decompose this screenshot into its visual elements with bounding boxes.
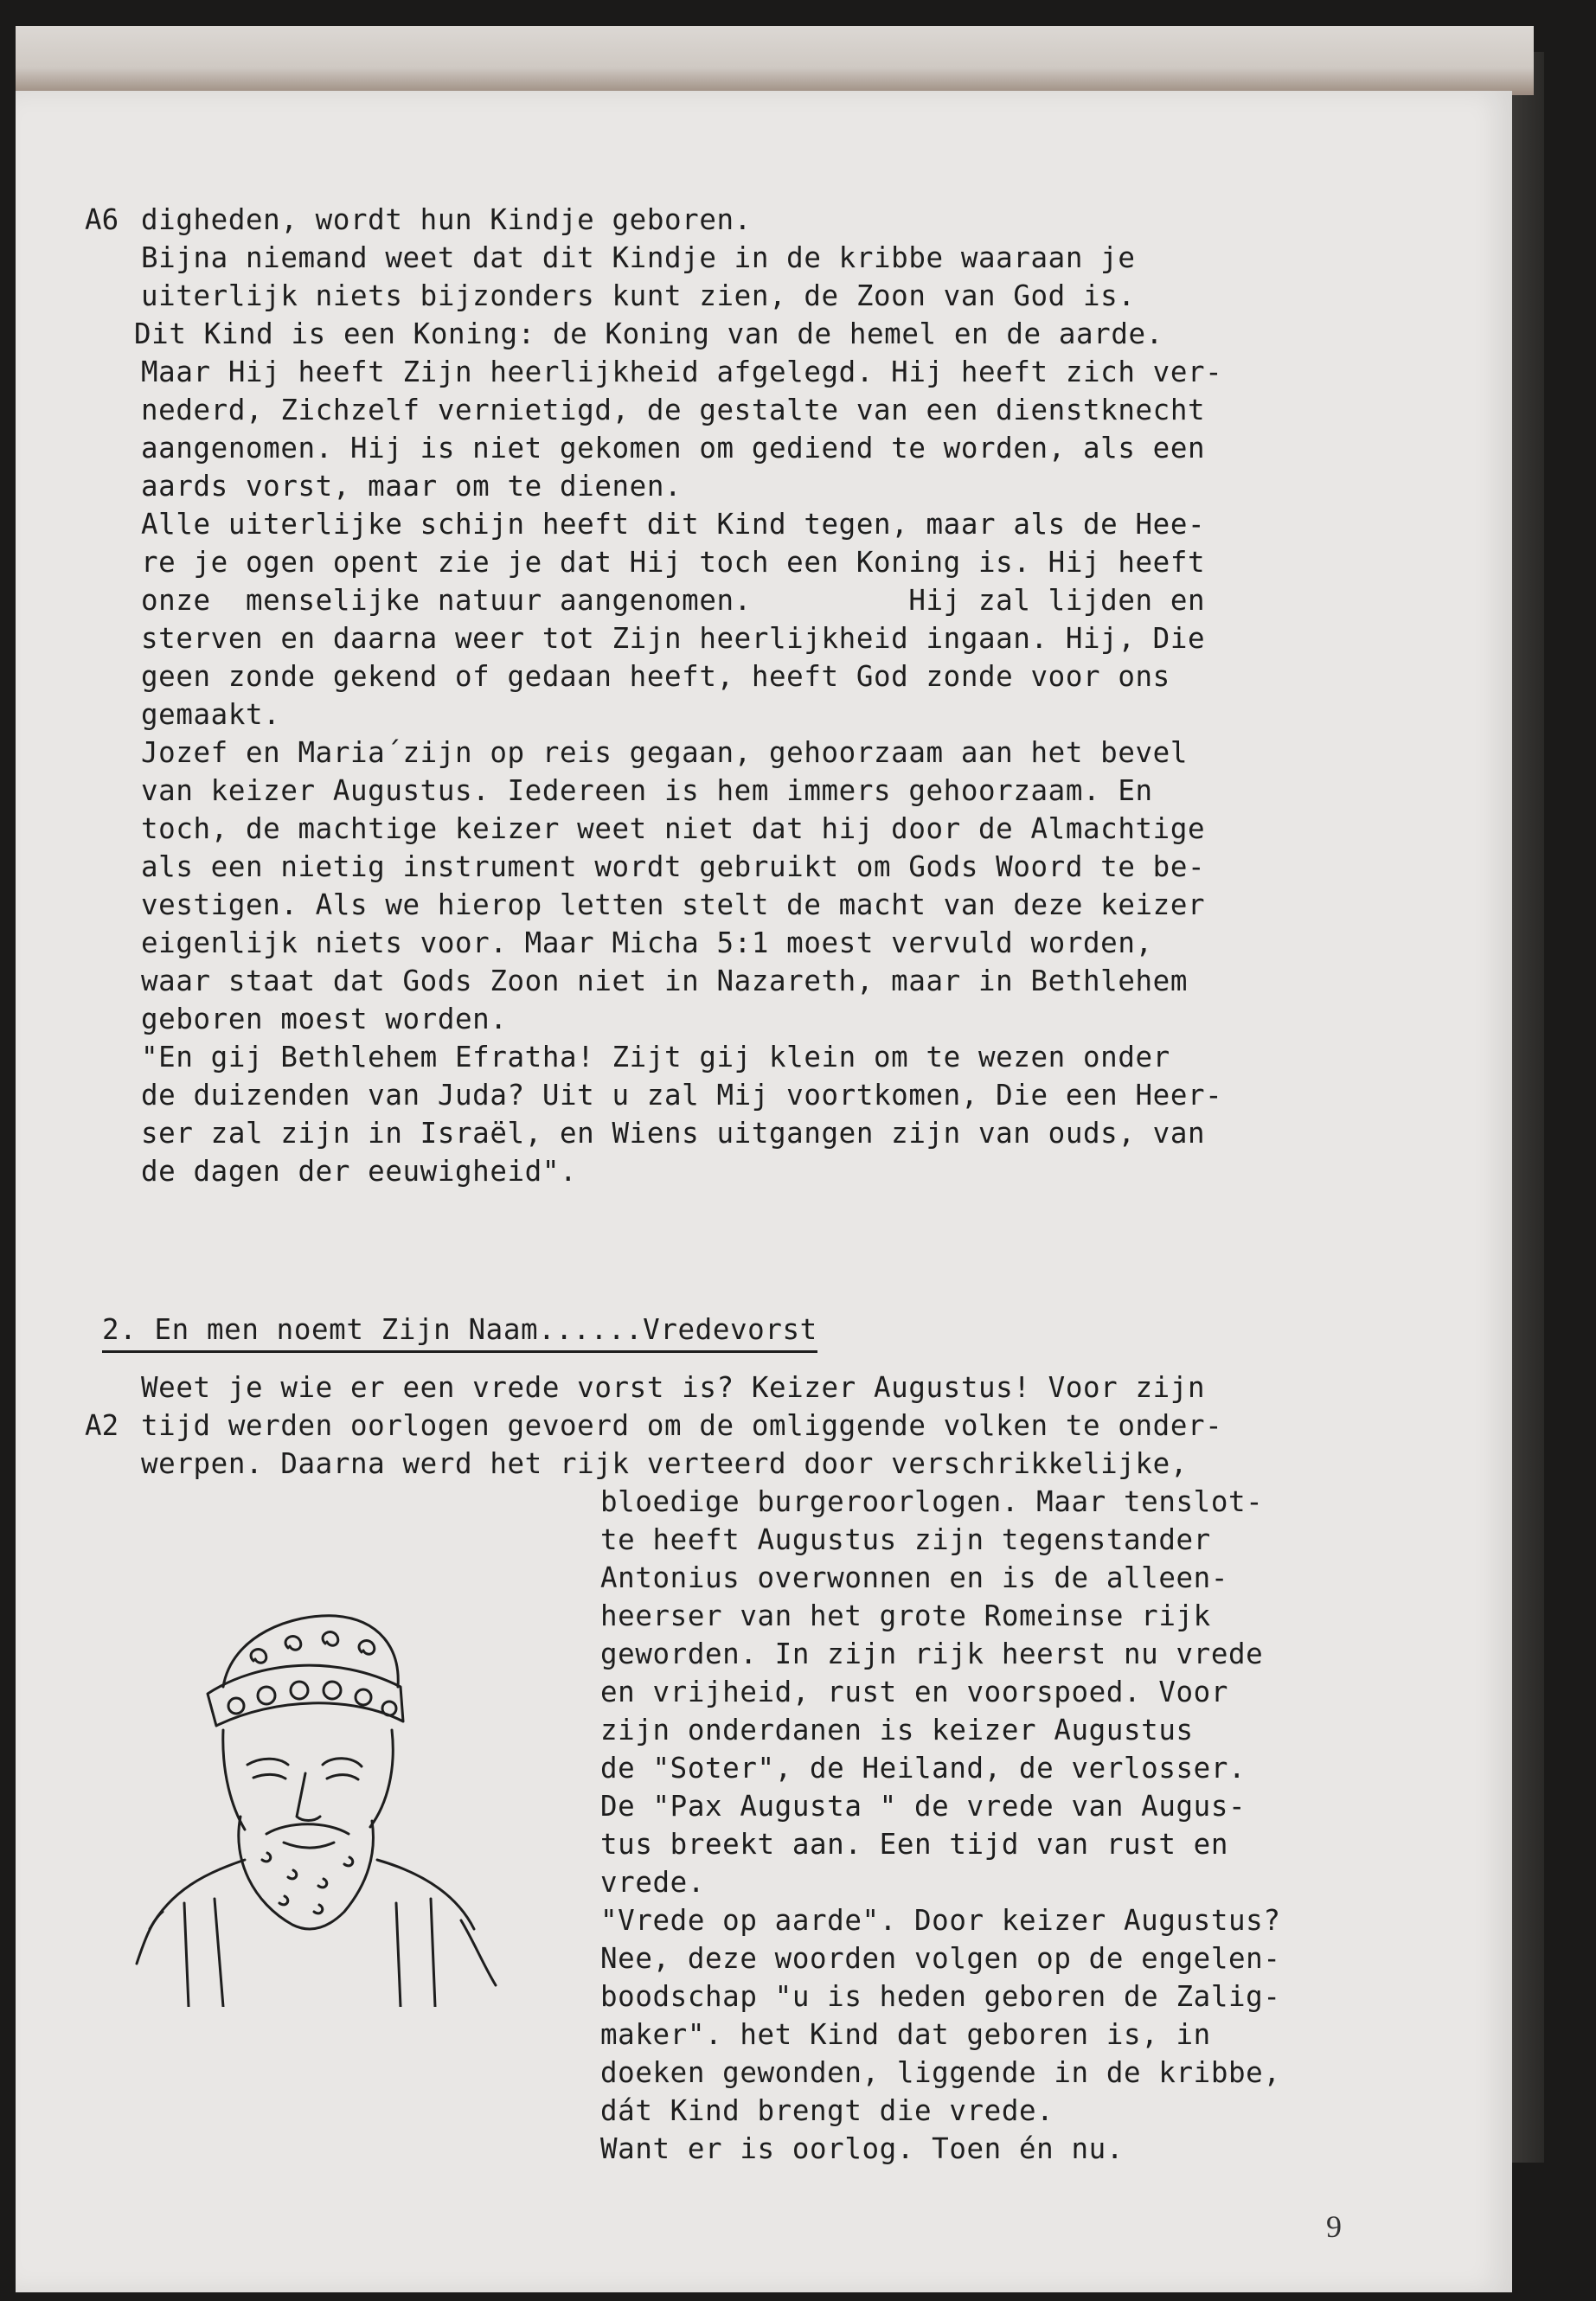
text-line: zijn onderdanen is keizer Augustus [600,1714,1194,1747]
text-line: eigenlijk niets voor. Maar Micha 5:1 moest vervuld worden, [141,926,1153,959]
text-line: bloedige burgeroorlogen. Maar tenslot- [600,1485,1264,1518]
text-line: geboren moest worden. [141,1003,508,1035]
text-line: re je ogen opent zie je dat Hij toch een Koning is. Hij heeft [141,546,1206,579]
text-line: geen zonde gekend of gedaan heeft, heeft God zonde voor ons [141,660,1170,693]
text-line: Bijna niemand weet dat dit Kindje in de kribbe waaraan je [141,241,1136,274]
text-line: Want er is oorlog. Toen én nu. [600,2132,1124,2165]
text-line: digheden, wordt hun Kindje geboren. [141,203,752,236]
section-2-heading: 2. En men noemt Zijn Naam......Vredevorst [102,1311,817,1353]
text-line: tijd werden oorlogen gevoerd om de omliggende volken te onder- [141,1409,1223,1442]
text-line: "Vrede op aarde". Door keizer Augustus? [600,1904,1281,1937]
text-line: de duizenden van Juda? Uit u zal Mij voortkomen, Die een Heer- [141,1079,1223,1112]
text-line: uiterlijk niets bijzonders kunt zien, de Zoon van God is. [141,279,1136,312]
text-line: aangenomen. Hij is niet gekomen om gediend te worden, als een [141,432,1206,465]
text-line: nederd, Zichzelf vernietigd, de gestalte van een dienstknecht [141,394,1206,426]
document-page [16,91,1512,2292]
text-line: tus breekt aan. Een tijd van rust en [600,1828,1228,1861]
margin-marker-a2: A2 [85,1409,119,1442]
page-top-edge [16,26,1534,95]
text-line: geworden. In zijn rijk heerst nu vrede [600,1638,1264,1670]
text-line: Jozef en Maria´zijn op reis gegaan, gehoorzaam aan het bevel [141,736,1188,769]
text-line: waar staat dat Gods Zoon niet in Nazareth, maar in Bethlehem [141,965,1188,997]
text-line: te heeft Augustus zijn tegenstander [600,1523,1211,1556]
text-line: Nee, deze woorden volgen op de engelen- [600,1942,1281,1975]
text-line: onze menselijke natuur aangenomen. Hij zal lijden en [141,584,1206,617]
text-line: werpen. Daarna werd het rijk verteerd door verschrikkelijke, [141,1447,1188,1480]
text-line: aards vorst, maar om te dienen. [141,470,683,503]
text-line: Antonius overwonnen en is de alleen- [600,1561,1228,1594]
text-line: Alle uiterlijke schijn heeft dit Kind tegen, maar als de Hee- [141,508,1206,541]
text-line: toch, de machtige keizer weet niet dat hij door de Almachtige [141,812,1206,845]
text-line: vrede. [600,1866,705,1899]
margin-marker-a6: A6 [85,203,119,236]
text-line: vestigen. Als we hierop letten stelt de macht van deze keizer [141,888,1206,921]
emperor-augustus-illustration [102,1600,552,2007]
text-line: De "Pax Augusta " de vrede van Augus- [600,1790,1247,1823]
text-line: maker". het Kind dat geboren is, in [600,2018,1211,2051]
text-line: boodschap "u is heden geboren de Zalig- [600,1980,1281,2013]
text-line: "En gij Bethlehem Efratha! Zijt gij klein om te wezen onder [141,1041,1170,1074]
text-line: en vrijheid, rust en voorspoed. Voor [600,1676,1228,1708]
text-line: heerser van het grote Romeinse rijk [600,1599,1211,1632]
text-line: Dit Kind is een Koning: de Koning van de hemel en de aarde. [134,317,1163,350]
text-line: Weet je wie er een vrede vorst is? Keizer Augustus! Voor zijn [141,1371,1206,1404]
text-line: de "Soter", de Heiland, de verlosser. [600,1752,1247,1785]
text-line: gemaakt. [141,698,281,731]
text-line: ser zal zijn in Israël, en Wiens uitgangen zijn van ouds, van [141,1117,1206,1150]
text-line: doeken gewonden, liggende in de kribbe, [600,2056,1281,2089]
text-line: Maar Hij heeft Zijn heerlijkheid afgelegd. Hij heeft zich ver- [141,356,1223,388]
text-line: als een nietig instrument wordt gebruikt om Gods Woord te be- [141,850,1206,883]
text-line: dát Kind brengt die vrede. [600,2094,1054,2127]
text-line: de dagen der eeuwigheid". [141,1155,578,1188]
text-line: van keizer Augustus. Iedereen is hem immers gehoorzaam. En [141,774,1153,807]
page-number: 9 [1326,2209,1342,2244]
text-line: sterven en daarna weer tot Zijn heerlijkheid ingaan. Hij, Die [141,622,1206,655]
